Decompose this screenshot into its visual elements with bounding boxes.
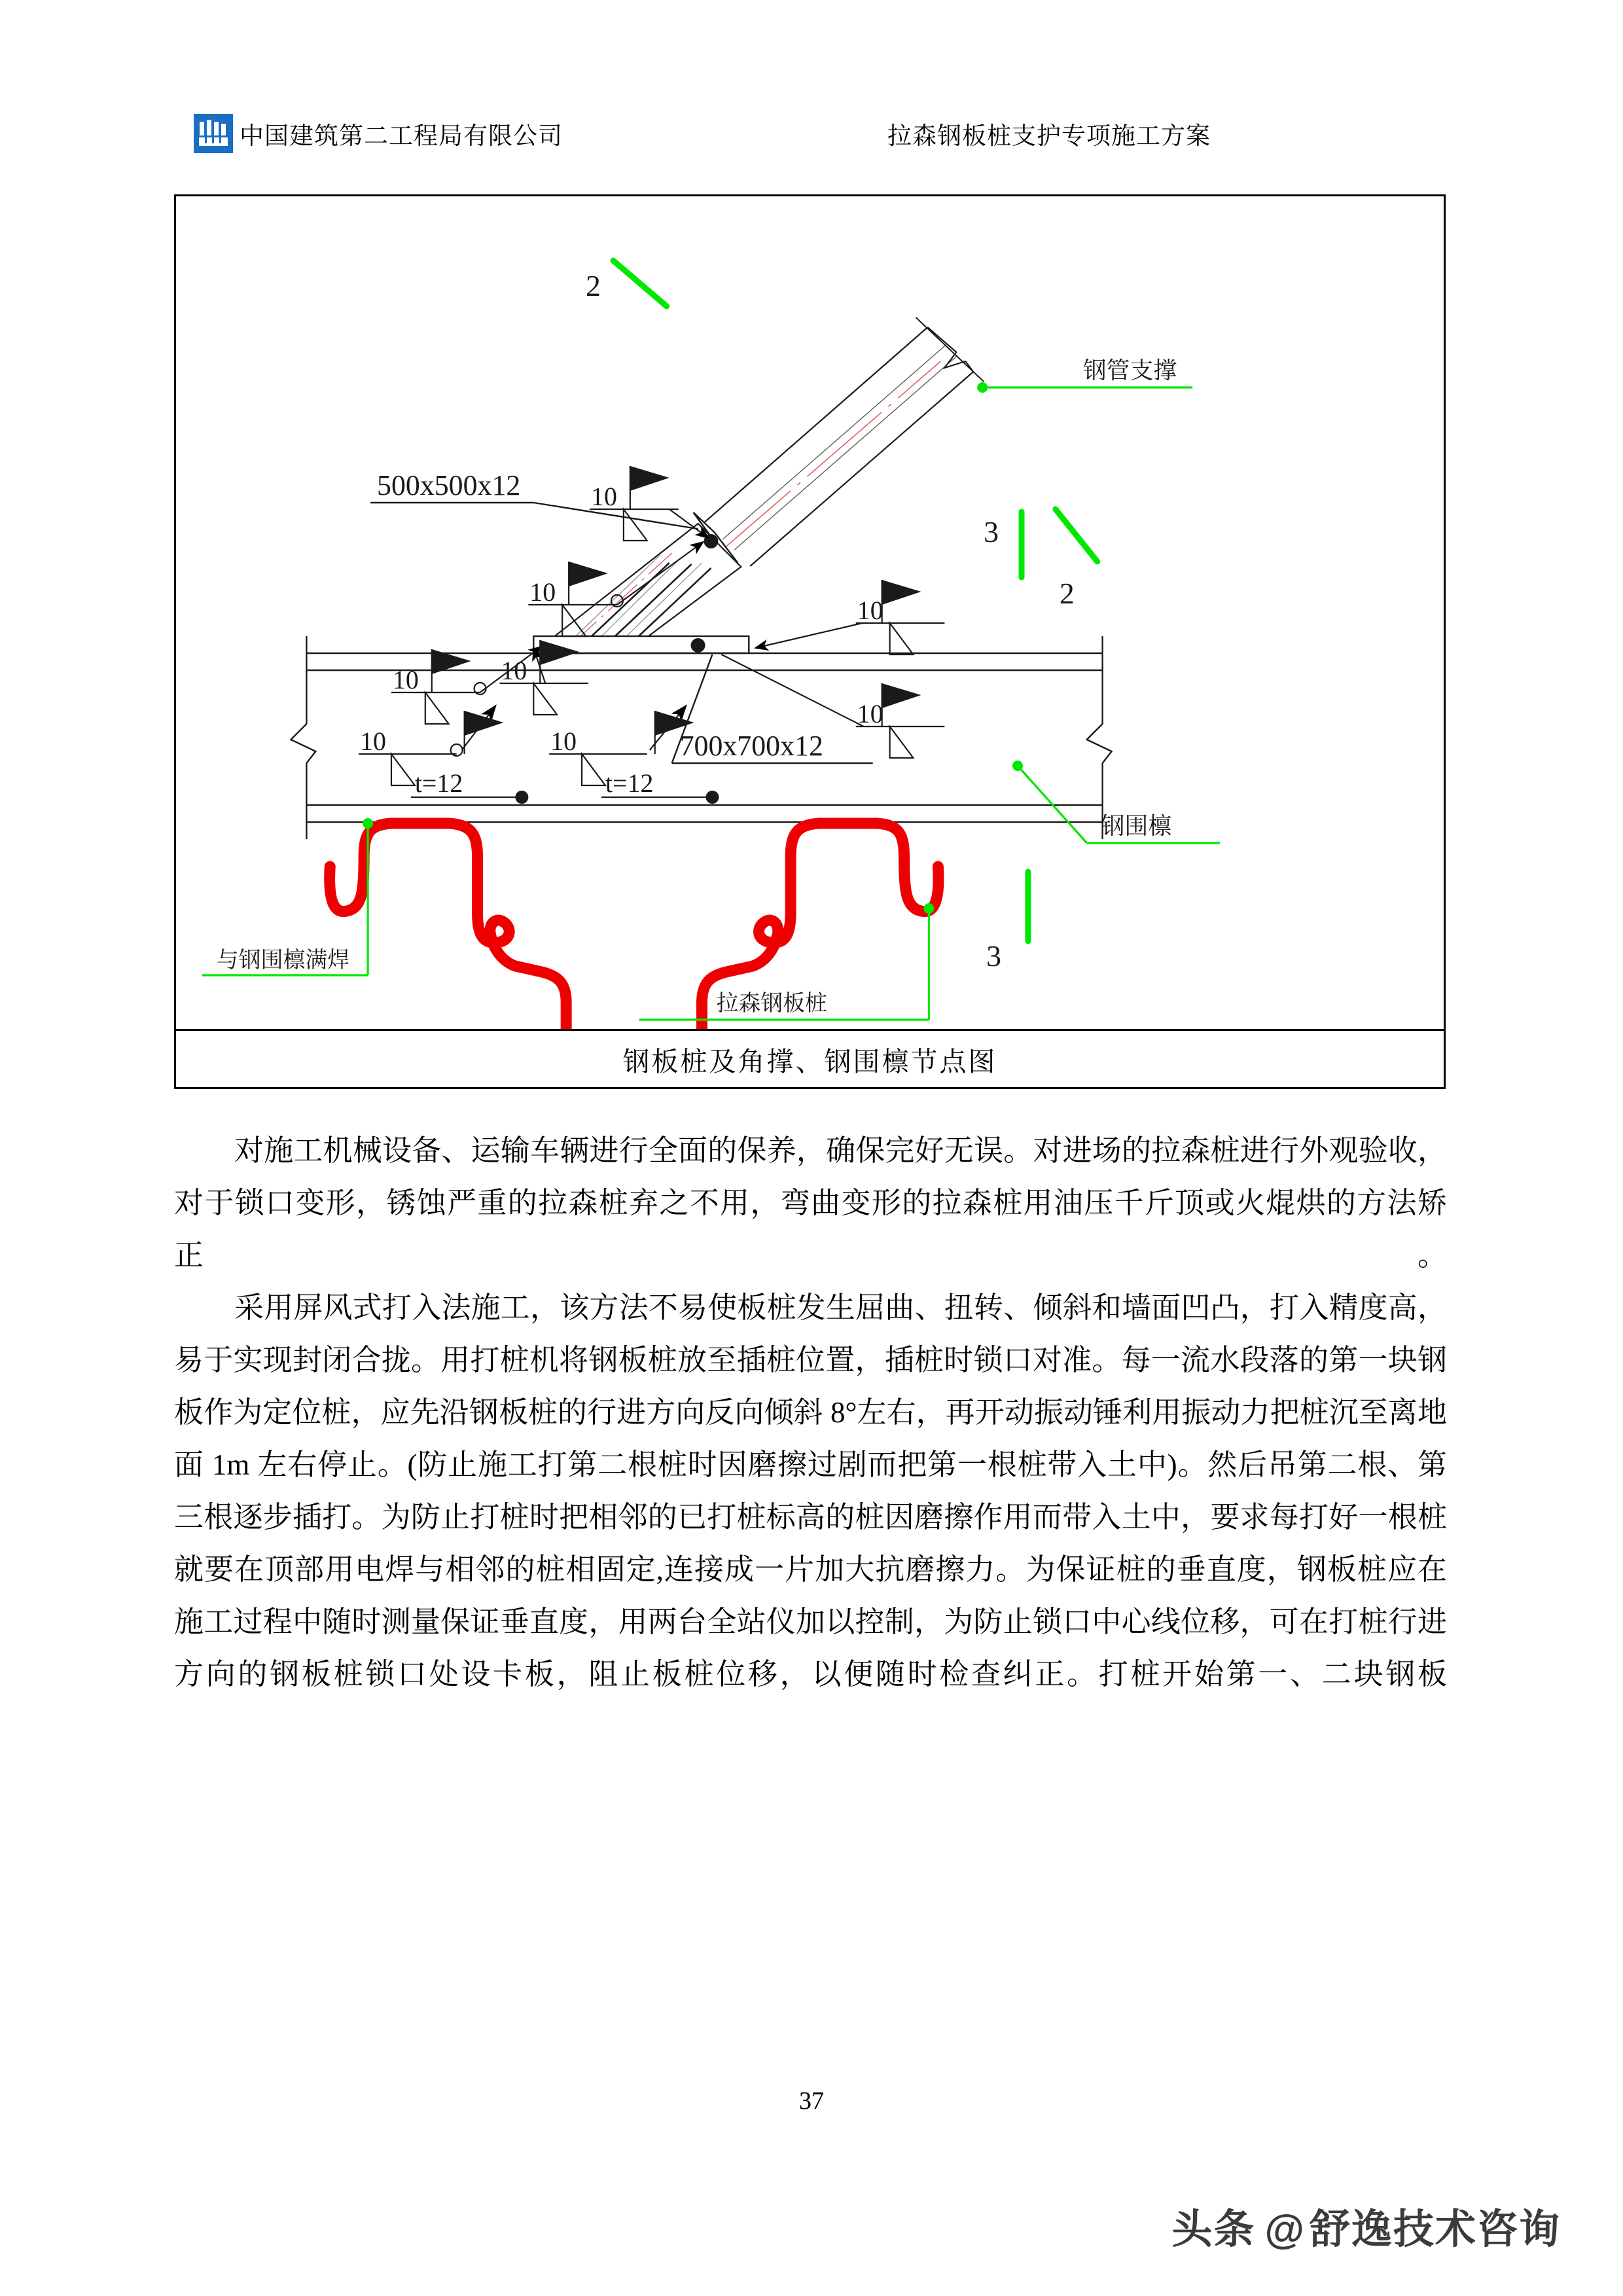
svg-text:钢围檩: 钢围檩 <box>1101 812 1172 840</box>
label-steel-waler <box>1012 761 1220 843</box>
section-mark-2-top <box>586 260 667 306</box>
body-text <box>174 1124 1447 1700</box>
larsen-sheet-pile-profile <box>330 823 938 1029</box>
svg-text:10: 10 <box>857 698 883 729</box>
paragraph-1: 对施工机械设备、运输车辆进行全面的保养，确保完好无误。对进场的拉森桩进行外观验收，对于锁口变形，锈蚀严重的拉森桩弃之不用，弯曲变形的拉森桩用油压千斤顶或火焜烘的方法矫正。 <box>174 1134 1447 1272</box>
svg-text:10: 10 <box>591 481 617 512</box>
svg-text:与钢围檩满焊: 与钢围檩满焊 <box>216 948 350 973</box>
section-mark-2-right <box>1056 509 1097 610</box>
node-detail-drawing <box>176 196 1444 1029</box>
cscec-logo-icon <box>194 114 233 153</box>
svg-text:500x500x12: 500x500x12 <box>377 469 521 502</box>
label-steel-pipe-support <box>977 357 1192 393</box>
header-company-name: 中国建筑第二工程局有限公司 <box>240 123 563 150</box>
svg-text:钢管支撑: 钢管支撑 <box>1082 357 1177 384</box>
page-header <box>194 110 1431 157</box>
weld-symbol-b <box>499 640 588 715</box>
svg-text:2: 2 <box>586 268 601 303</box>
watermark-at-symbol: @ <box>1264 2207 1306 2252</box>
svg-text:10: 10 <box>360 726 386 757</box>
svg-text:700x700x12: 700x700x12 <box>679 729 823 762</box>
label-full-weld-to-waler <box>202 818 373 975</box>
section-mark-3-upper <box>984 512 1022 577</box>
page-number: 37 <box>799 2087 824 2115</box>
paragraph-2: 采用屏风式打入法施工，该方法不易使板桩发生屈曲、扭转、倾斜和墙面凹凸，打入精度高，易于实现封闭合拢。用打桩机将钢板桩放至插桩位置，插桩时锁口对准。每一流水段落的第一块钢板作为定位桩，应先沿钢板桩的行进方向反向倾斜 8°左右，再开动振动锤利用振动力把桩沉至离地面 1m 左右停止。(防止施工打第二根桩时因磨擦过剧而把第一根桩带入土中)。然后吊第二根、第三根逐步插打。为防止打桩时把相邻的已打桩标高的桩因磨擦作用而带入土中，要求每打好一根桩就要在顶部用电焊与相邻的桩相固定,连接成一片加大抗磨擦力。为保证桩的垂直度，钢板桩应在施工过程中随时测量保证垂直度，用两台全站仪加以控制，为防止锁口中心线位移，可在打桩行进方向的钢板桩锁口处设卡板，阻止板桩位移，以便随时检查纠正。打桩开始第一、二块钢板 <box>174 1291 1447 1691</box>
svg-text:拉森钢板桩: 拉森钢板桩 <box>716 991 827 1016</box>
weld-symbol-e <box>755 580 944 655</box>
svg-text:10: 10 <box>529 577 556 607</box>
weld-symbol-g <box>359 706 528 804</box>
inclined-strut <box>694 317 984 566</box>
svg-text:t=12: t=12 <box>605 768 654 798</box>
watermark-account: 舒逸技术咨询 <box>1309 2207 1561 2252</box>
svg-text:10: 10 <box>501 655 527 686</box>
figure-caption: 钢板桩及角撑、钢围檩节点图 <box>622 1046 997 1077</box>
figure-canvas <box>176 196 1444 1029</box>
svg-text:10: 10 <box>392 664 419 695</box>
svg-text:t=12: t=12 <box>414 768 463 798</box>
svg-text:3: 3 <box>986 939 1002 973</box>
figure-caption-bar <box>176 1029 1444 1087</box>
section-mark-3-lower <box>986 872 1028 973</box>
figure-block <box>174 194 1446 1089</box>
watermark-platform: 头条 <box>1171 2207 1256 2252</box>
svg-text:10: 10 <box>857 595 883 626</box>
header-document-title: 拉森钢板桩支护专项施工方案 <box>887 123 1211 150</box>
svg-text:10: 10 <box>550 726 577 757</box>
svg-text:2: 2 <box>1059 576 1075 611</box>
label-larsen-sheet-pile <box>637 903 958 1029</box>
watermark <box>1172 2197 1561 2255</box>
svg-text:3: 3 <box>984 514 999 549</box>
